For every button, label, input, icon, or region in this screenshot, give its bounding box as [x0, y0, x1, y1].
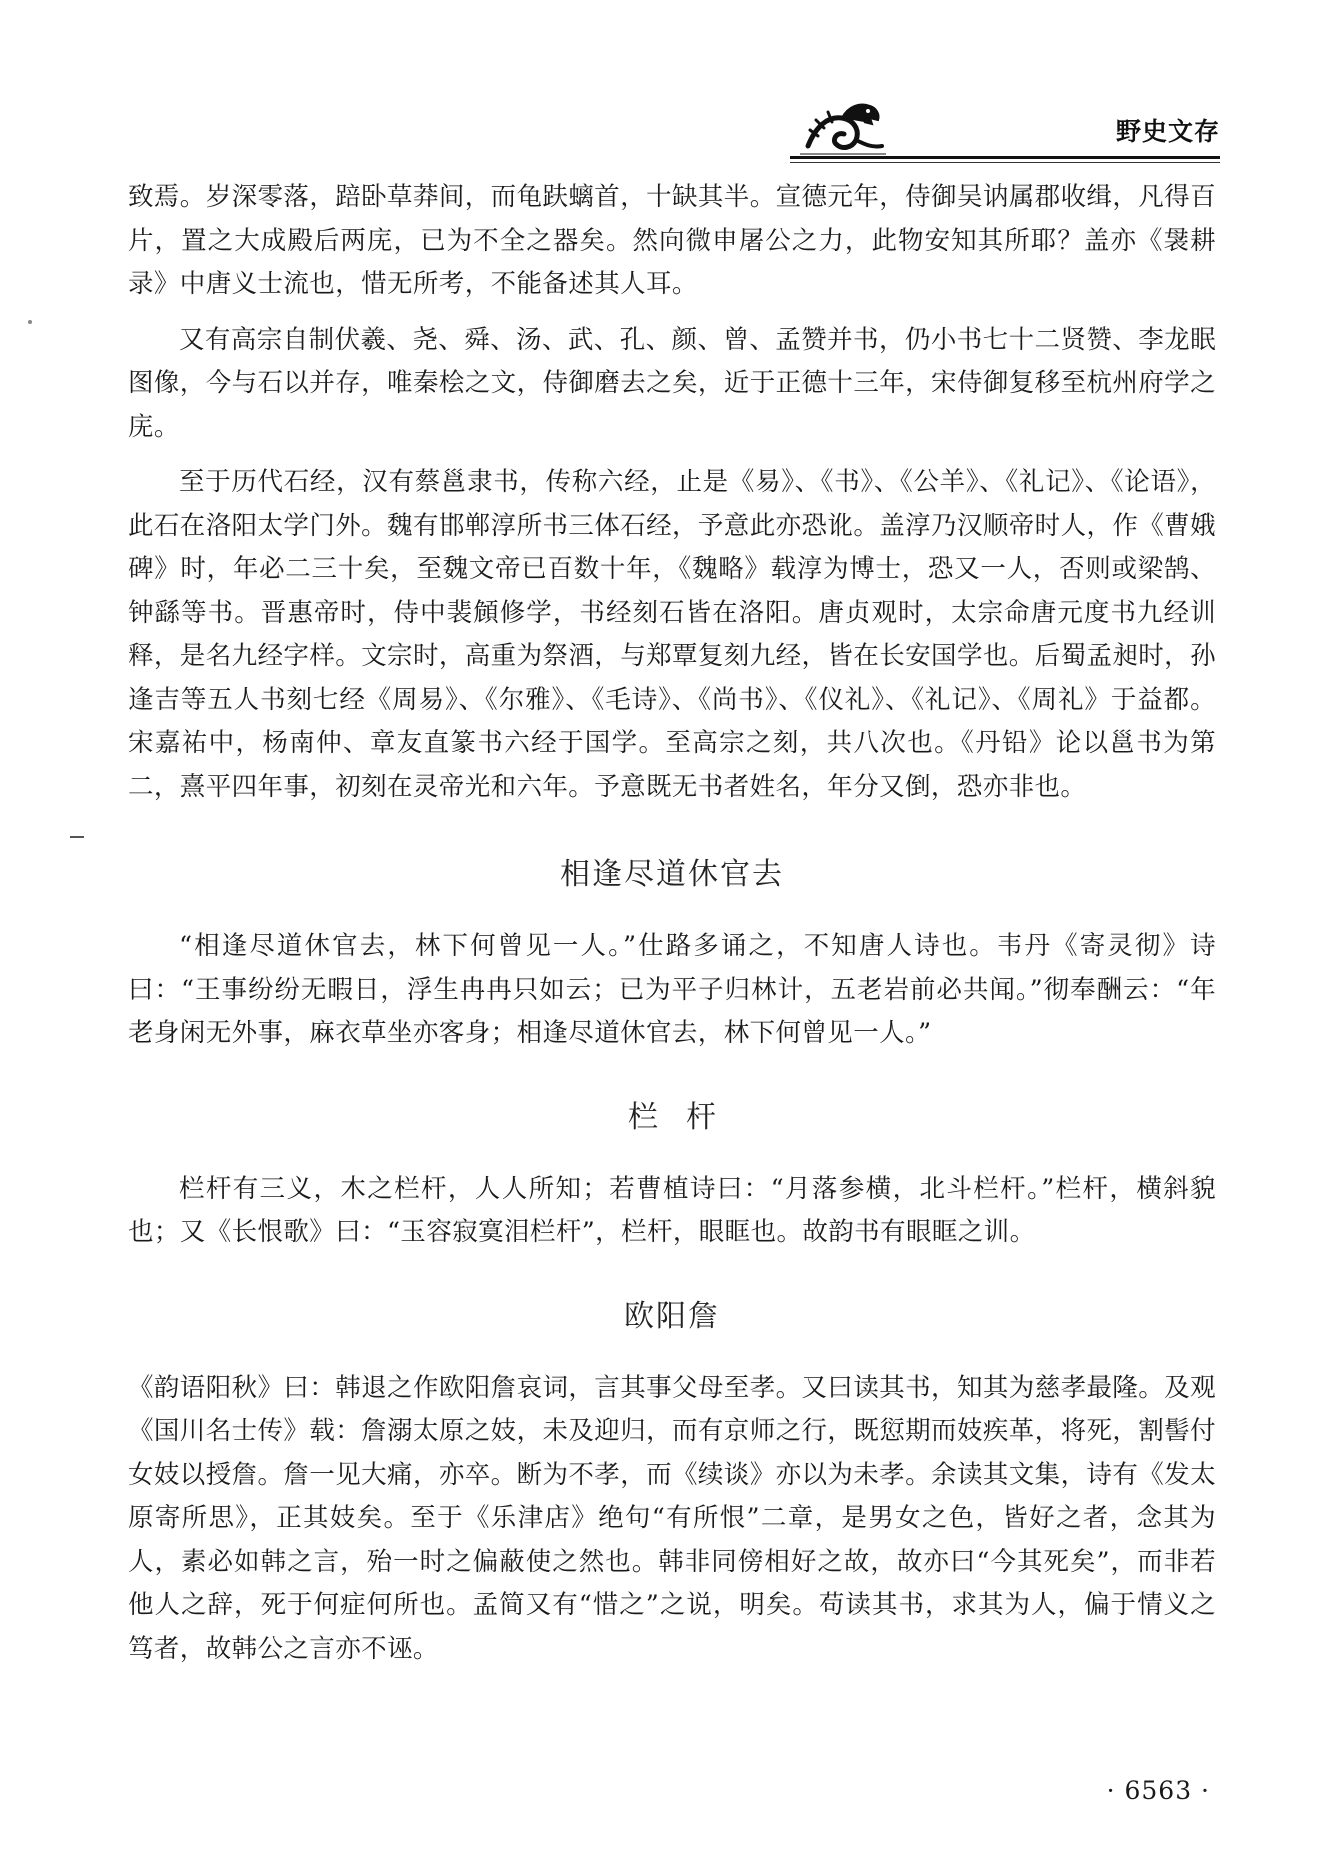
paragraph: “相逢尽道休官去，林下何曾见一人。”仕路多诵之，不知唐人诗也。韦丹《寄灵彻》诗曰：“王事纷纷无暇日，浮生冉冉只如云；已为平子归林计，五老岩前必共闻。”彻奉酬云：“年老身闲无外事，麻衣草坐亦客身；相逢尽道休官去，林下何曾见一人。”: [128, 931, 1216, 1048]
margin-mark: [28, 320, 32, 324]
margin-mark: [70, 836, 84, 838]
section-heading: 栏杆: [628, 1099, 744, 1135]
section-xiangfeng: [128, 849, 1216, 1056]
section-heading: 相逢尽道休官去: [560, 857, 784, 892]
section-continued: [128, 176, 1216, 809]
section-heading: 欧阳詹: [624, 1298, 720, 1334]
running-header-title: 野史文存: [1115, 117, 1220, 146]
header-rule-thin: [790, 162, 1220, 163]
paragraph: 《韵语阳秋》曰：韩退之作欧阳詹哀词，言其事父母至孝。又曰读其书，知其为慈孝最隆。及观《国川名士传》载：詹溺太原之妓，未及迎归，而有京师之行，既愆期而妓疾革，将死，割髻付女妓以授詹。詹一见大痛，亦卒。断为不孝，而《续谈》亦以为未孝。余读其文集，诗有《发太原寄所思》，正其妓矣。至于《乐津店》绝句“有所恨”二章，是男女之色，皆好之者，念其为人，素必如韩之言，殆一时之偏蔽使之然也。韩非同傍相好之故，故亦曰“今其死矣”，而非若他人之辞，死于何症何所也。孟简又有“惜之”之说，明矣。苟读其书，求其为人，偏于情义之笃者，故韩公之言亦不诬。: [128, 1372, 1216, 1664]
page-header: [790, 96, 1220, 160]
section-ouyangzhan: [128, 1291, 1216, 1672]
header-rule: [790, 156, 1220, 159]
paragraph: 至于历代石经，汉有蔡邕隶书，传称六经，止是《易》、《书》、《公羊》、《礼记》、《论语》，此石在洛阳太学门外。魏有邯郸淳所书三体石经，予意此亦恐讹。盖淳乃汉顺帝时人，作《曹娥碑》时，年必二三十矣，至魏文帝已百数十年，《魏略》载淳为博士，恐又一人，否则或梁鹄、钟繇等书。晋惠帝时，侍中裴頠修学，书经刻石皆在洛阳。唐贞观时，太宗命唐元度书九经训释，是名九经字样。文宗时，高重为祭酒，与郑覃复刻九经，皆在长安国学也。后蜀孟昶时，孙逢吉等五人书刻七经《周易》、《尔雅》、《毛诗》、《尚书》、《仪礼》、《礼记》、《周礼》于益都。宋嘉祐中，杨南仲、章友直篆书六经于国学。至高宗之刻，共八次也。《丹铅》论以邕书为第二，熹平四年事，初刻在灵帝光和六年。予意既无书者姓名，年分又倒，恐亦非也。: [128, 467, 1216, 802]
section-langan: [128, 1092, 1216, 1255]
page-number: · 6563 ·: [1106, 1776, 1210, 1805]
page-body: [128, 176, 1216, 1671]
dragon-emblem-icon: [798, 96, 888, 160]
paragraph: 又有高宗自制伏羲、尧、舜、汤、武、孔、颜、曾、孟赞并书，仍小书七十二贤赞、李龙眠图像，今与石以并存，唯秦桧之文，侍御磨去之矣，近于正德十三年，宋侍御复移至杭州府学之庑。: [128, 324, 1216, 442]
paragraph: 栏杆有三义，木之栏杆，人人所知；若曹植诗曰：“月落参横，北斗栏杆。”栏杆，横斜貌也；又《长恨歌》曰：“玉容寂寞泪栏杆”，栏杆，眼眶也。故韵书有眼眶之训。: [128, 1173, 1216, 1247]
paragraph: 致焉。岁深零落，踣卧草莽间，而龟趺螭首，十缺其半。宣德元年，侍御吴讷属郡收缉，凡得百片，置之大成殿后两庑，已为不全之器矣。然向微申屠公之力，此物安知其所耶？盖亦《袰耕录》中唐义士流也，惜无所考，不能备述其人耳。: [128, 182, 1216, 299]
